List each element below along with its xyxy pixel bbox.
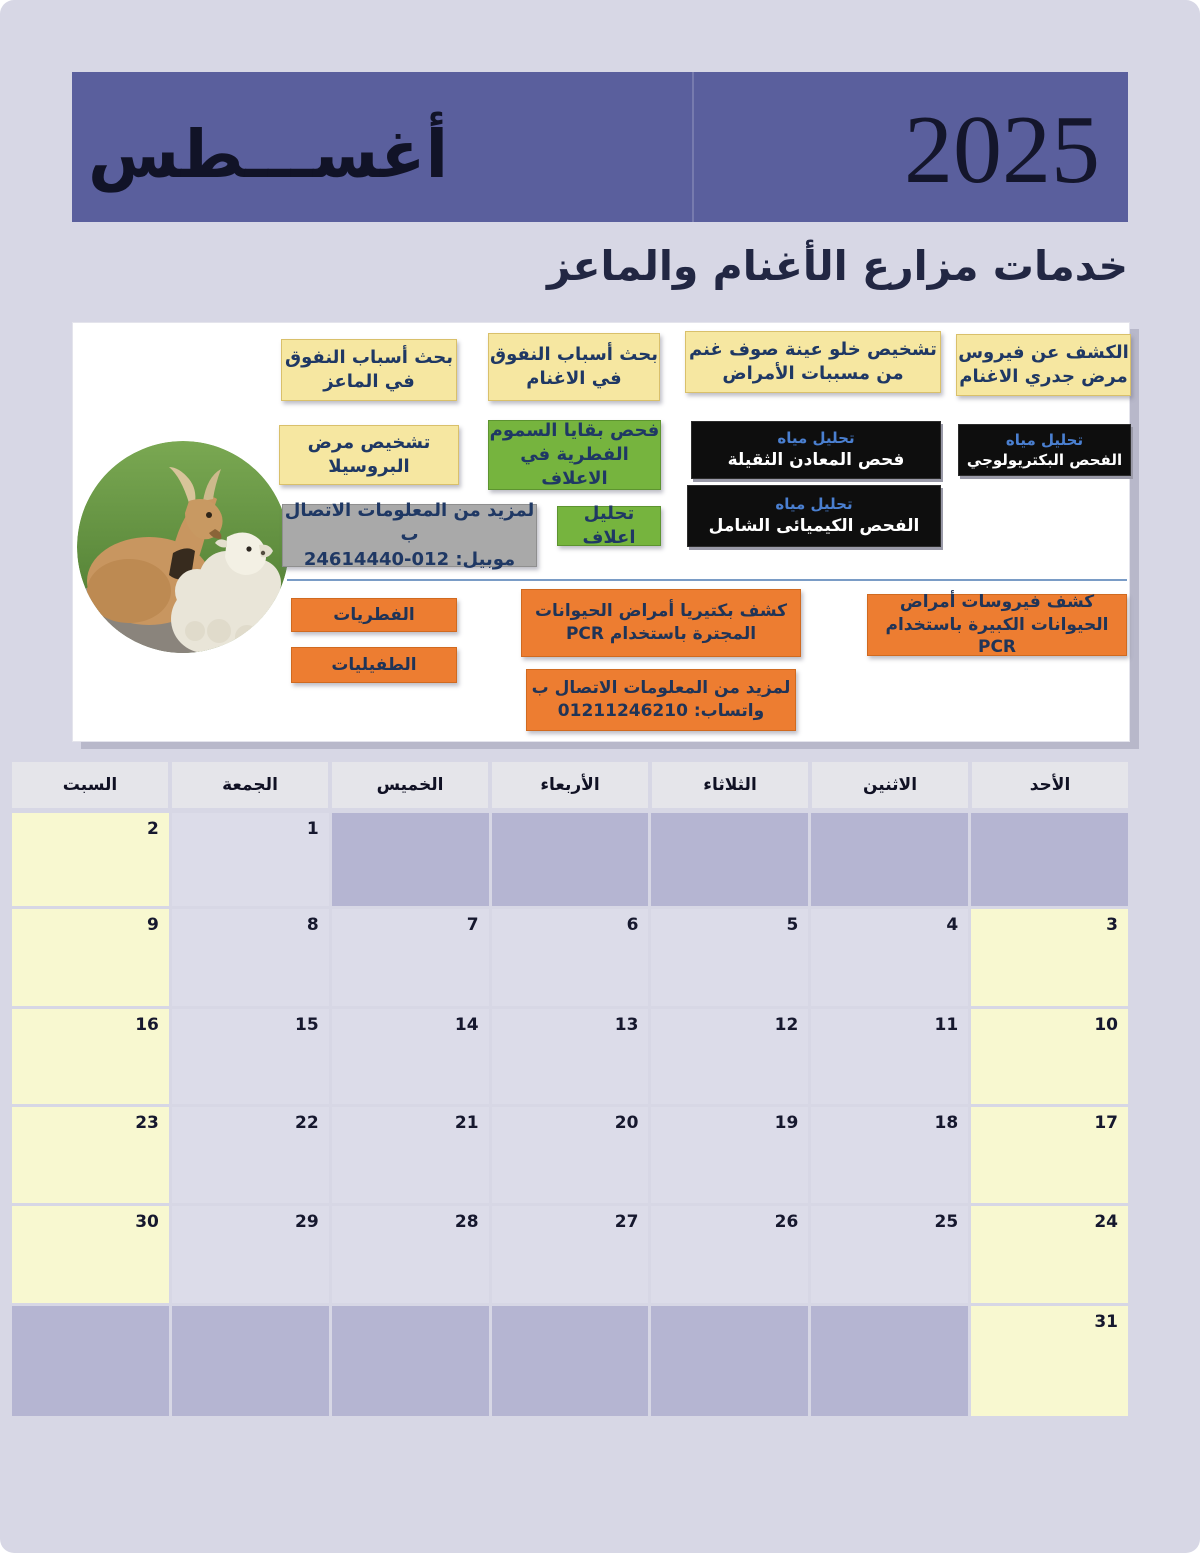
day-number: 15: [295, 1015, 319, 1035]
empty-cell: [332, 1306, 489, 1416]
day-number: 30: [135, 1212, 159, 1232]
day-cell: [332, 1107, 489, 1203]
day-number: 16: [135, 1015, 159, 1035]
empty-cell: [172, 1306, 329, 1416]
day-number: 6: [626, 915, 639, 935]
day-cell: [811, 1206, 968, 1303]
day-number: 11: [934, 1015, 959, 1035]
day-number: 5: [786, 915, 799, 935]
day-cell: [492, 1107, 649, 1203]
day-number: 10: [1094, 1015, 1118, 1035]
day-cell: [811, 1009, 968, 1104]
day-cell: [971, 1107, 1128, 1203]
day-cell: [811, 909, 968, 1006]
day-cell: [651, 1107, 808, 1203]
day-cell: [651, 1206, 808, 1303]
day-number: 14: [454, 1015, 479, 1035]
day-cell: [12, 909, 169, 1006]
day-number: 25: [934, 1212, 959, 1232]
service-sheep-mortality: بحث أسباب النفوق في الاغنام: [488, 333, 660, 401]
day-cell: [971, 1206, 1128, 1303]
day-cell: [332, 1009, 489, 1104]
day-cell: [332, 909, 489, 1006]
day-number: 28: [454, 1212, 479, 1232]
day-number: 18: [934, 1113, 959, 1133]
weekday-header: الجمعة: [172, 762, 328, 808]
empty-cell: [332, 813, 489, 906]
empty-cell: [811, 813, 968, 906]
day-number: 31: [1094, 1312, 1118, 1332]
day-number: 22: [295, 1113, 319, 1133]
day-number: 1: [306, 819, 319, 839]
day-cell: [172, 813, 329, 906]
day-number: 21: [454, 1113, 479, 1133]
service-wool-sample: تشخيص خلو عينة صوف غنم من مسببات الأمراض: [685, 331, 941, 393]
day-number: 23: [135, 1113, 159, 1133]
day-number: 9: [147, 915, 159, 935]
day-number: 17: [1094, 1113, 1118, 1133]
weekday-header: الثلاثاء: [652, 762, 808, 808]
weekday-header: الخميس: [332, 762, 488, 808]
service-fungi: الفطريات: [291, 598, 457, 632]
service-sheep-pox: الكشف عن فيروس مرض جدري الاغنام: [956, 334, 1131, 396]
day-number: 29: [295, 1212, 319, 1232]
day-cell: [492, 909, 649, 1006]
service-water-bacteriology: تحليل مياه الفحص البكتريولوجي: [958, 424, 1131, 476]
service-brucella: تشخيص مرض البروسيلا: [279, 425, 459, 485]
empty-cell: [492, 813, 649, 906]
year-label: 2025: [904, 96, 1100, 204]
service-parasites: الطفيليات: [291, 647, 457, 683]
service-pcr-bacteria: كشف بكتيريا أمراض الحيوانات المجترة باستخدام PCR: [521, 589, 801, 657]
day-cell: [172, 1206, 329, 1303]
day-cell: [492, 1009, 649, 1104]
contact-whatsapp-box: لمزيد من المعلومات الاتصال ب واتساب: 01211246210: [526, 669, 796, 731]
month-name: أغســـطس: [88, 115, 449, 193]
day-number: 13: [614, 1015, 639, 1035]
weekday-header: الاثنين: [812, 762, 968, 808]
weekday-header-row: [12, 762, 1128, 808]
day-number: 3: [1106, 915, 1118, 935]
day-number: 26: [774, 1212, 799, 1232]
day-number: 24: [1094, 1212, 1118, 1232]
day-number: 12: [774, 1015, 799, 1035]
goat-sheep-photo: [77, 441, 289, 653]
day-cell: [332, 1206, 489, 1303]
day-cell: [811, 1107, 968, 1203]
weekday-header: الأربعاء: [492, 762, 648, 808]
page-title: خدمات مزارع الأغنام والماعز: [547, 242, 1128, 290]
day-cell: [12, 1009, 169, 1104]
day-cell: [12, 1206, 169, 1303]
services-panel: [72, 322, 1130, 742]
header-band: [72, 72, 1128, 222]
goat-sheep-illustration: [77, 441, 289, 653]
day-number: 4: [946, 915, 959, 935]
weekday-header: السبت: [12, 762, 168, 808]
day-cell: [172, 1009, 329, 1104]
day-number: 8: [306, 915, 319, 935]
day-cell: [971, 909, 1128, 1006]
month-calendar: [12, 762, 1128, 1416]
weekday-header: الأحد: [972, 762, 1128, 808]
service-water-heavy-metals: تحليل مياه فحص المعادن الثقيلة: [691, 421, 941, 479]
service-water-chemical: تحليل مياه الفحص الكيميائى الشامل: [687, 485, 941, 547]
service-feed-analysis: تحليل اعلاف: [557, 506, 661, 546]
day-cell: [12, 1107, 169, 1203]
empty-cell: [971, 813, 1128, 906]
empty-cell: [651, 813, 808, 906]
contact-mobile-box: لمزيد من المعلومات الاتصال ب موبيل: 012-24614440: [282, 504, 537, 567]
day-number: 2: [147, 819, 159, 839]
service-pcr-viruses: كشف فيروسات أمراض الحيوانات الكبيرة باستخدام PCR: [867, 594, 1127, 656]
empty-cell: [811, 1306, 968, 1416]
day-cell: [651, 909, 808, 1006]
empty-cell: [651, 1306, 808, 1416]
day-cell: [492, 1206, 649, 1303]
day-number: 19: [774, 1113, 799, 1133]
panel-divider: [287, 579, 1127, 581]
service-goat-mortality: بحث أسباب النفوق في الماعز: [281, 339, 457, 401]
empty-cell: [492, 1306, 649, 1416]
calendar-grid: [12, 813, 1128, 1416]
empty-cell: [12, 1306, 169, 1416]
day-number: 27: [614, 1212, 639, 1232]
day-number: 20: [614, 1113, 639, 1133]
day-cell: [651, 1009, 808, 1104]
day-cell: [172, 909, 329, 1006]
day-cell: [971, 1009, 1128, 1104]
day-cell: [971, 1306, 1128, 1416]
day-cell: [12, 813, 169, 906]
service-mycotoxin-feed: فحص بقايا السموم الفطرية في الاعلاف: [489, 419, 660, 490]
day-cell: [172, 1107, 329, 1203]
day-number: 7: [466, 915, 479, 935]
